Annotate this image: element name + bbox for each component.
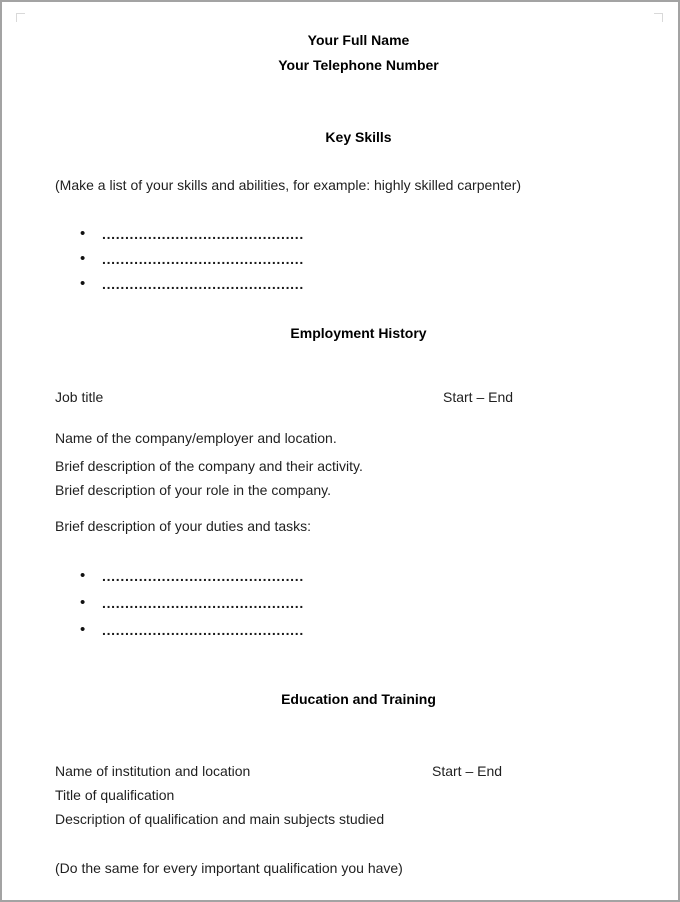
dotted-fill-line: ............................................ <box>102 251 304 267</box>
key-skills-bullet-item <box>55 225 662 250</box>
full-name-placeholder: Your Full Name <box>307 32 410 48</box>
text-boundary-mark-top-right <box>654 13 663 22</box>
text-boundary-mark-top-left <box>16 13 25 22</box>
company-line: Name of the company/employer and location. <box>55 430 337 446</box>
key-skills-bullet-item <box>55 275 662 300</box>
employment-bullet-item <box>55 621 662 648</box>
education-heading: Education and Training <box>281 691 436 707</box>
bullet-icon: • <box>80 225 86 242</box>
employment-history-heading: Employment History <box>290 325 427 341</box>
telephone-placeholder: Your Telephone Number <box>278 57 439 73</box>
employment-bullet-item <box>55 594 662 621</box>
dotted-fill-line: ............................................ <box>102 568 304 584</box>
qualification-line: Title of qualification <box>55 787 175 803</box>
dotted-fill-line: ............................................ <box>102 595 304 611</box>
key-skills-bullet-item <box>55 250 662 275</box>
dotted-fill-line: ............................................ <box>102 226 304 242</box>
bullet-icon: • <box>80 275 86 292</box>
bullet-icon: • <box>80 594 86 611</box>
qualification-description-line: Description of qualification and main subjects studied <box>55 811 385 827</box>
job-title-label: Job title <box>55 389 104 405</box>
key-skills-heading: Key Skills <box>325 129 392 145</box>
bullet-icon: • <box>80 621 86 638</box>
employment-bullet-list <box>55 567 662 648</box>
education-date-range: Start – End <box>432 763 503 779</box>
bullet-icon: • <box>80 567 86 584</box>
education-note: (Do the same for every important qualification you have) <box>55 860 403 876</box>
employment-date-range: Start – End <box>443 389 514 405</box>
role-line: Brief description of your role in the company. <box>55 482 331 498</box>
employment-bullet-item <box>55 567 662 594</box>
bullet-icon: • <box>80 250 86 267</box>
institution-label: Name of institution and location <box>55 763 251 779</box>
dotted-fill-line: ............................................ <box>102 622 304 638</box>
company-activity-line: Brief description of the company and their activity. <box>55 458 363 474</box>
duties-label: Brief description of your duties and tasks: <box>55 518 312 534</box>
dotted-fill-line: ............................................ <box>102 276 304 292</box>
employment-title-row <box>55 388 662 406</box>
key-skills-hint: (Make a list of your skills and abilities, for example: highly skilled carpenter) <box>55 177 522 193</box>
key-skills-bullet-list <box>55 225 662 300</box>
education-institution-row <box>55 762 662 780</box>
